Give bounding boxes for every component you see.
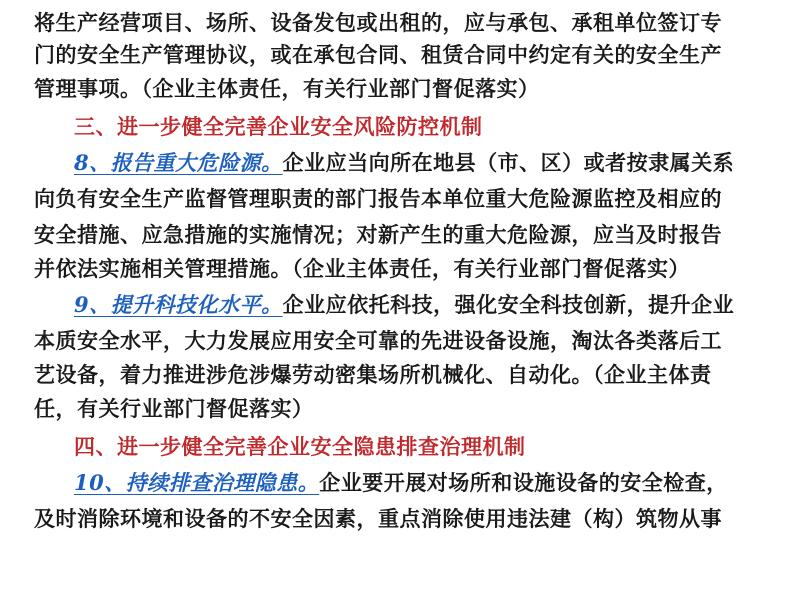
section-heading-4: 四、进一步健全完善企业安全隐患排查治理机制	[74, 435, 526, 459]
subsection-10-title: 10、持续排查治理隐患。	[74, 470, 320, 495]
subsection-8-text: 企业应当向所在地县（市、区）或者按隶属关系	[282, 151, 735, 175]
subsection-8-title: 8、报告重大危险源。	[74, 150, 283, 175]
body-line-11: 任，有关行业部门督促落实）	[34, 397, 314, 421]
subsection-10-line	[74, 468, 728, 498]
body-line-13: 及时消除环境和设备的不安全因素，重点消除使用违法建（构）筑物从事	[34, 507, 722, 531]
subsection-9-text: 企业应依托科技，强化安全科技创新，提升企业	[282, 293, 735, 317]
body-line-6: 安全措施、应急措施的实施情况；对新产生的重大危险源，应当及时报告	[34, 223, 722, 247]
subsection-8-line	[74, 148, 734, 178]
body-line-1: 将生产经营项目、场所、设备发包或出租的，应与承包、承租单位签订专	[34, 11, 722, 35]
body-line-10: 艺设备，着力推进涉危涉爆劳动密集场所机械化、自动化。（企业主体责	[34, 363, 712, 387]
body-line-2: 门的安全生产管理协议，或在承包合同、租赁合同中约定有关的安全生产	[34, 43, 722, 67]
subsection-10-text: 企业要开展对场所和设施设备的安全检查，	[319, 471, 728, 495]
body-line-9: 本质安全水平，大力发展应用安全可靠的先进设备设施，淘汰各类落后工	[34, 329, 722, 353]
section-heading-3: 三、进一步健全完善企业安全风险防控机制	[74, 115, 483, 139]
subsection-9-line	[74, 290, 734, 320]
body-line-5: 向负有安全生产监督管理职责的部门报告本单位重大危险源监控及相应的	[34, 187, 722, 211]
body-line-7: 并依法实施相关管理措施。（企业主体责任，有关行业部门督促落实）	[34, 257, 690, 281]
body-line-3: 管理事项。（企业主体责任，有关行业部门督促落实）	[34, 77, 540, 101]
subsection-9-title: 9、提升科技化水平。	[74, 292, 283, 317]
